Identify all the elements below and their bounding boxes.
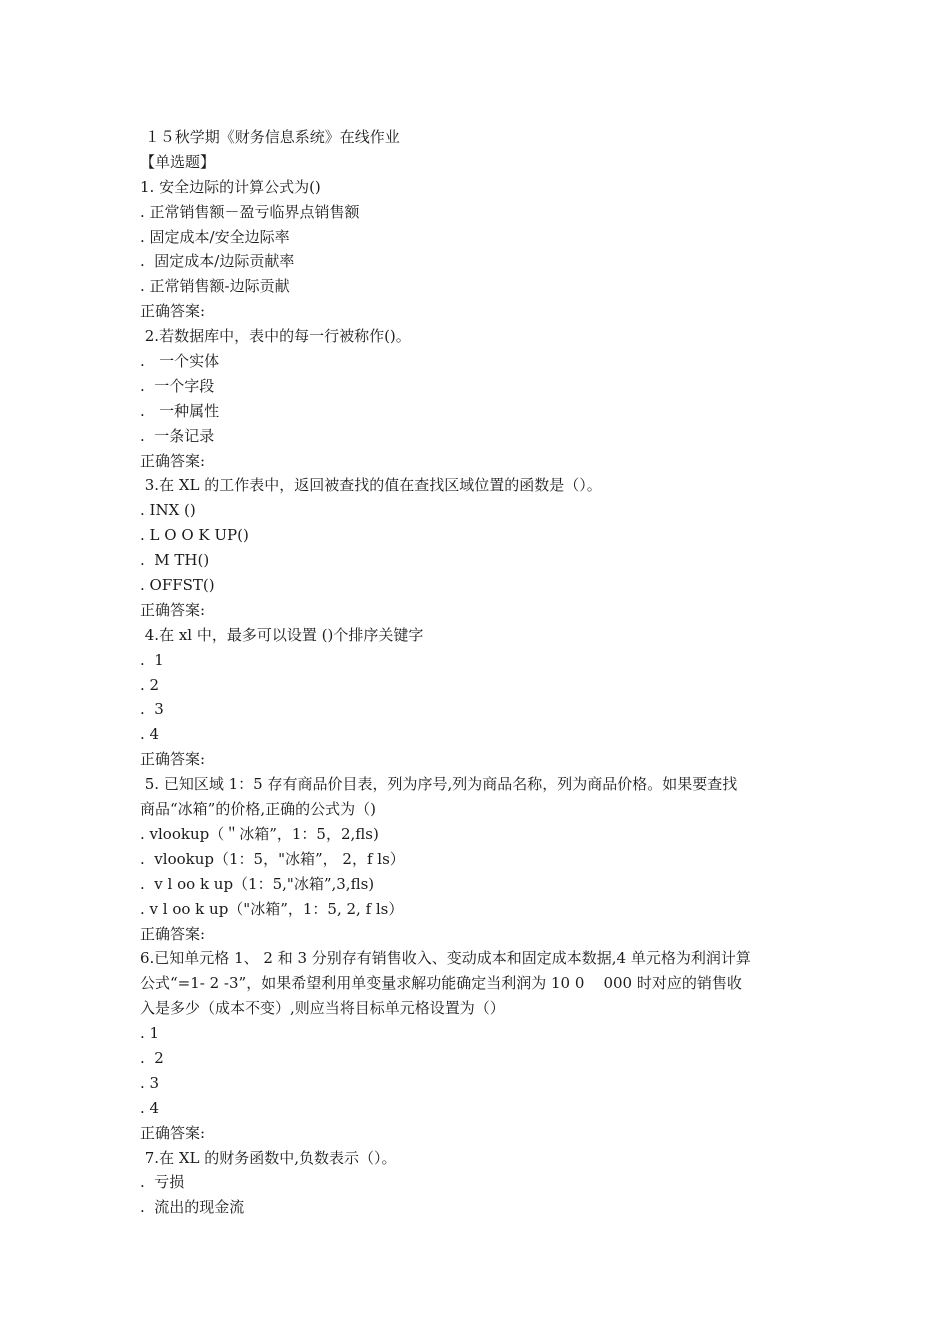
option: . 固定成本/安全边际率 <box>140 227 290 246</box>
option: . INX () <box>140 501 196 520</box>
question-6-continued: 公式“=1- 2 -3”，如果希望利用单变量求解功能确定当利润为 10 0 000 时对应的销售收 <box>140 974 742 993</box>
answer-label: 正确答案: <box>140 750 206 769</box>
option: . vlookup（＂冰箱”，1：5，2,fls) <box>140 824 379 843</box>
answer-label: 正确答案: <box>140 924 206 943</box>
option: . 3 <box>140 700 164 719</box>
answer-label: 正确答案: <box>140 302 206 321</box>
option: . 4 <box>140 1098 160 1117</box>
option: . 固定成本/边际贡献率 <box>140 252 295 271</box>
question-3: 3.在 XL 的工作表中，返回被查找的值在查找区域位置的函数是（）。 <box>140 476 602 495</box>
option: . OFFST() <box>140 576 215 595</box>
option: . 一个字段 <box>140 376 215 395</box>
option: . 2 <box>140 675 160 694</box>
option: . M TH() <box>140 551 210 570</box>
option: . 一个实体 <box>140 352 220 371</box>
question-5-continued: 商品“冰箱”的价格,正确的公式为（) <box>140 800 376 819</box>
document-body <box>140 125 830 1220</box>
document-title: １５秋学期《财务信息系统》在线作业 <box>140 128 400 146</box>
question-2: 2.若数据库中，表中的每一行被称作()。 <box>140 327 411 346</box>
option: . 2 <box>140 1048 164 1067</box>
option: . 正常销售额-边际贡献 <box>140 277 290 296</box>
question-7: 7.在 XL 的财务函数中,负数表示（）。 <box>140 1148 397 1167</box>
answer-label: 正确答案: <box>140 600 206 619</box>
option: . L O O K UP() <box>140 526 249 545</box>
option: . vlookup（1：5，"冰箱”， 2，f ls） <box>140 849 405 868</box>
option: . 亏损 <box>140 1173 185 1192</box>
question-4: 4.在 xl 中，最多可以设置 ()个排序关键字 <box>140 625 424 644</box>
question-6-continued: 入是多少（成本不变）,则应当将目标单元格设置为（） <box>140 999 505 1018</box>
question-1: 1. 安全边际的计算公式为() <box>140 177 321 196</box>
option: . 1 <box>140 1024 160 1043</box>
question-6: 6.已知单元格 1、 2 和 3 分别存有销售收入、变动成本和固定成本数据,4 单元格为利润计算 <box>140 949 751 968</box>
section-heading: 【单选题】 <box>140 152 216 171</box>
option: . v l oo k up（1：5,"冰箱”,3,fls) <box>140 874 375 893</box>
option: . 流出的现金流 <box>140 1198 245 1217</box>
answer-label: 正确答案: <box>140 451 206 470</box>
option: . 一条记录 <box>140 426 215 445</box>
question-5: 5. 已知区域 1：5 存有商品价目表，列为序号,列为商品名称，列为商品价格。如果要查找 <box>140 775 738 794</box>
option: . 一种属性 <box>140 401 220 420</box>
option: . 3 <box>140 1073 160 1092</box>
option: . 1 <box>140 650 164 669</box>
answer-label: 正确答案: <box>140 1123 206 1142</box>
option: . v l oo k up（"冰箱”，1：5, 2, f ls） <box>140 899 404 918</box>
option: . 4 <box>140 725 160 744</box>
option: . 正常销售额－盈亏临界点销售额 <box>140 202 360 221</box>
